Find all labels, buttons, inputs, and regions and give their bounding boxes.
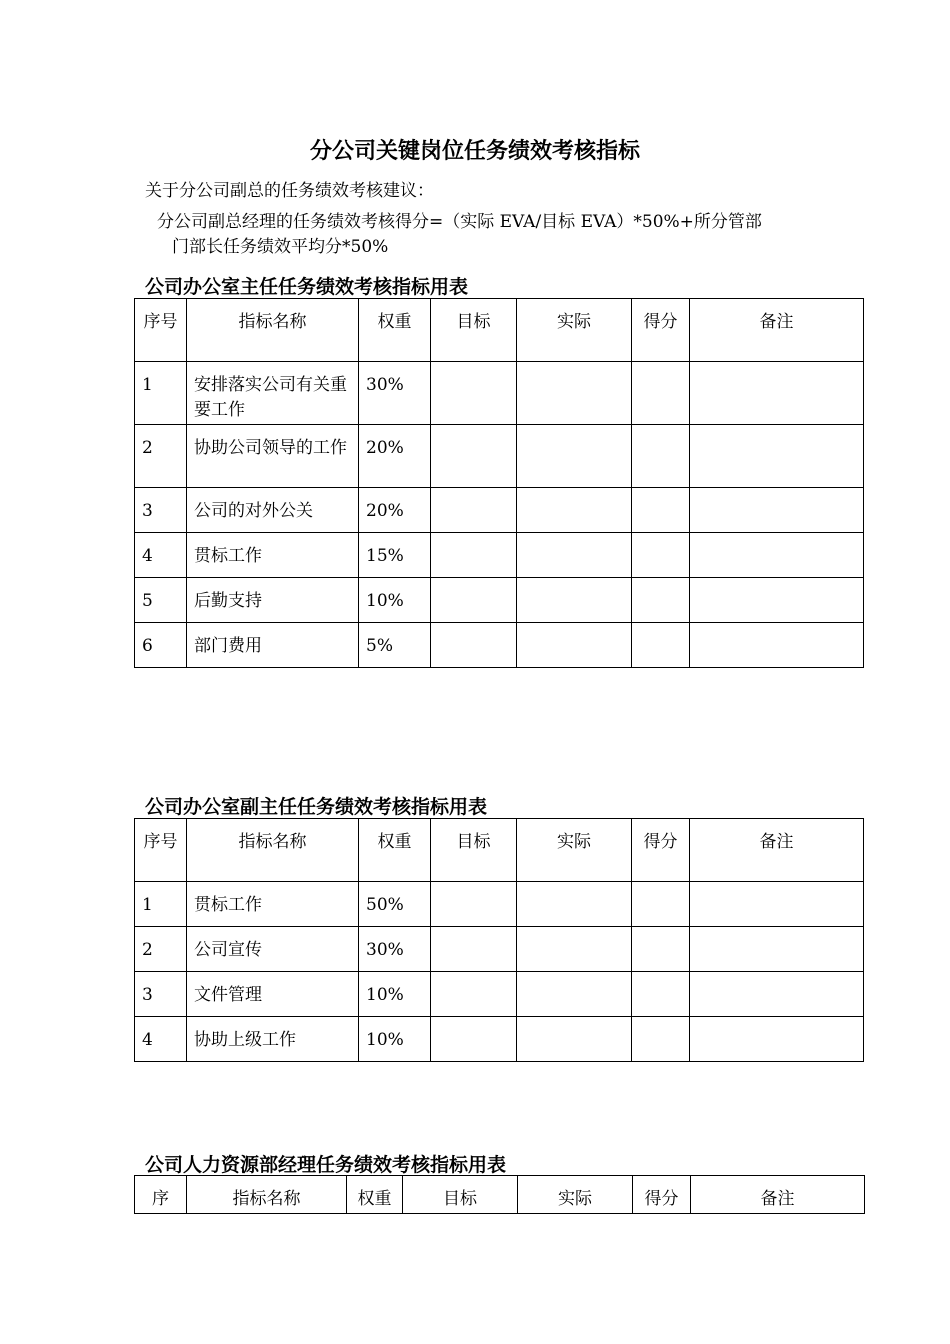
cell-actual xyxy=(517,362,632,425)
formula-line-1: 分公司副总经理的任务绩效考核得分=（实际 EVA/目标 EVA）*50%+所分管部 xyxy=(157,212,762,232)
cell-name: 贯标工作 xyxy=(187,533,359,578)
table-1 xyxy=(134,298,864,668)
header-actual: 实际 xyxy=(518,1176,633,1214)
cell-score xyxy=(632,578,690,623)
cell-target xyxy=(431,623,517,668)
cell-actual xyxy=(517,927,632,972)
cell-seq: 5 xyxy=(135,578,187,623)
table-row xyxy=(135,1017,864,1062)
header-actual: 实际 xyxy=(517,819,632,882)
cell-name: 协助公司领导的工作 xyxy=(187,425,359,488)
cell-seq: 2 xyxy=(135,425,187,488)
cell-seq: 1 xyxy=(135,882,187,927)
cell-score xyxy=(632,1017,690,1062)
cell-actual xyxy=(517,1017,632,1062)
cell-remark xyxy=(690,882,864,927)
cell-remark xyxy=(690,623,864,668)
table-row xyxy=(135,882,864,927)
header-target: 目标 xyxy=(431,819,517,882)
table-3 xyxy=(134,1175,865,1214)
header-weight: 权重 xyxy=(347,1176,403,1214)
table-header-row xyxy=(135,1176,865,1214)
header-seq: 序号 xyxy=(135,819,187,882)
cell-target xyxy=(431,578,517,623)
cell-target xyxy=(431,1017,517,1062)
cell-score xyxy=(632,623,690,668)
cell-seq: 4 xyxy=(135,533,187,578)
formula-text xyxy=(157,210,817,260)
cell-weight: 10% xyxy=(359,1017,431,1062)
cell-remark xyxy=(690,488,864,533)
cell-name: 部门费用 xyxy=(187,623,359,668)
header-name: 指标名称 xyxy=(187,1176,347,1214)
header-score: 得分 xyxy=(633,1176,691,1214)
cell-actual xyxy=(517,578,632,623)
cell-weight: 15% xyxy=(359,533,431,578)
header-remark: 备注 xyxy=(690,819,864,882)
table-row xyxy=(135,972,864,1017)
cell-seq: 3 xyxy=(135,972,187,1017)
table-header-row xyxy=(135,819,864,882)
cell-seq: 6 xyxy=(135,623,187,668)
cell-target xyxy=(431,533,517,578)
header-remark: 备注 xyxy=(691,1176,865,1214)
cell-remark xyxy=(690,533,864,578)
cell-weight: 10% xyxy=(359,972,431,1017)
header-weight: 权重 xyxy=(359,819,431,882)
cell-seq: 3 xyxy=(135,488,187,533)
cell-target xyxy=(431,362,517,425)
cell-actual xyxy=(517,533,632,578)
cell-score xyxy=(632,425,690,488)
cell-target xyxy=(431,488,517,533)
cell-remark xyxy=(690,972,864,1017)
cell-actual xyxy=(517,425,632,488)
cell-name: 公司的对外公关 xyxy=(187,488,359,533)
cell-weight: 20% xyxy=(359,488,431,533)
cell-name: 公司宣传 xyxy=(187,927,359,972)
header-target: 目标 xyxy=(403,1176,518,1214)
cell-target xyxy=(431,972,517,1017)
formula-line-2: 门部长任务绩效平均分*50% xyxy=(172,237,389,257)
cell-name: 文件管理 xyxy=(187,972,359,1017)
cell-actual xyxy=(517,623,632,668)
cell-remark xyxy=(690,578,864,623)
cell-target xyxy=(431,882,517,927)
cell-score xyxy=(632,972,690,1017)
table-3-heading: 公司人力资源部经理任务绩效考核指标用表 xyxy=(145,1154,507,1176)
cell-score xyxy=(632,362,690,425)
cell-target xyxy=(431,425,517,488)
table-row xyxy=(135,488,864,533)
intro-text: 关于分公司副总的任务绩效考核建议： xyxy=(145,181,434,201)
table-row xyxy=(135,533,864,578)
header-actual: 实际 xyxy=(517,299,632,362)
cell-seq: 4 xyxy=(135,1017,187,1062)
cell-weight: 20% xyxy=(359,425,431,488)
cell-seq: 1 xyxy=(135,362,187,425)
cell-actual xyxy=(517,972,632,1017)
cell-score xyxy=(632,882,690,927)
table-row xyxy=(135,623,864,668)
header-score: 得分 xyxy=(632,819,690,882)
cell-target xyxy=(431,927,517,972)
cell-weight: 30% xyxy=(359,362,431,425)
table-header-row xyxy=(135,299,864,362)
cell-seq: 2 xyxy=(135,927,187,972)
header-target: 目标 xyxy=(431,299,517,362)
cell-name: 协助上级工作 xyxy=(187,1017,359,1062)
cell-remark xyxy=(690,362,864,425)
header-score: 得分 xyxy=(632,299,690,362)
header-seq: 序 xyxy=(135,1176,187,1214)
cell-remark xyxy=(690,927,864,972)
table-2 xyxy=(134,818,864,1062)
table-row xyxy=(135,425,864,488)
cell-remark xyxy=(690,425,864,488)
cell-actual xyxy=(517,882,632,927)
cell-name: 贯标工作 xyxy=(187,882,359,927)
cell-weight: 10% xyxy=(359,578,431,623)
header-seq: 序号 xyxy=(135,299,187,362)
cell-weight: 30% xyxy=(359,927,431,972)
cell-weight: 5% xyxy=(359,623,431,668)
header-name: 指标名称 xyxy=(187,299,359,362)
document-title: 分公司关键岗位任务绩效考核指标 xyxy=(309,138,640,164)
header-weight: 权重 xyxy=(359,299,431,362)
table-row xyxy=(135,578,864,623)
table-row xyxy=(135,362,864,425)
cell-score xyxy=(632,488,690,533)
table-2-heading: 公司办公室副主任任务绩效考核指标用表 xyxy=(145,796,488,818)
cell-score xyxy=(632,533,690,578)
header-name: 指标名称 xyxy=(187,819,359,882)
cell-name: 安排落实公司有关重要工作 xyxy=(187,362,359,425)
cell-weight: 50% xyxy=(359,882,431,927)
cell-name: 后勤支持 xyxy=(187,578,359,623)
header-remark: 备注 xyxy=(690,299,864,362)
table-1-heading: 公司办公室主任任务绩效考核指标用表 xyxy=(145,276,469,298)
cell-score xyxy=(632,927,690,972)
cell-remark xyxy=(690,1017,864,1062)
table-row xyxy=(135,927,864,972)
cell-actual xyxy=(517,488,632,533)
